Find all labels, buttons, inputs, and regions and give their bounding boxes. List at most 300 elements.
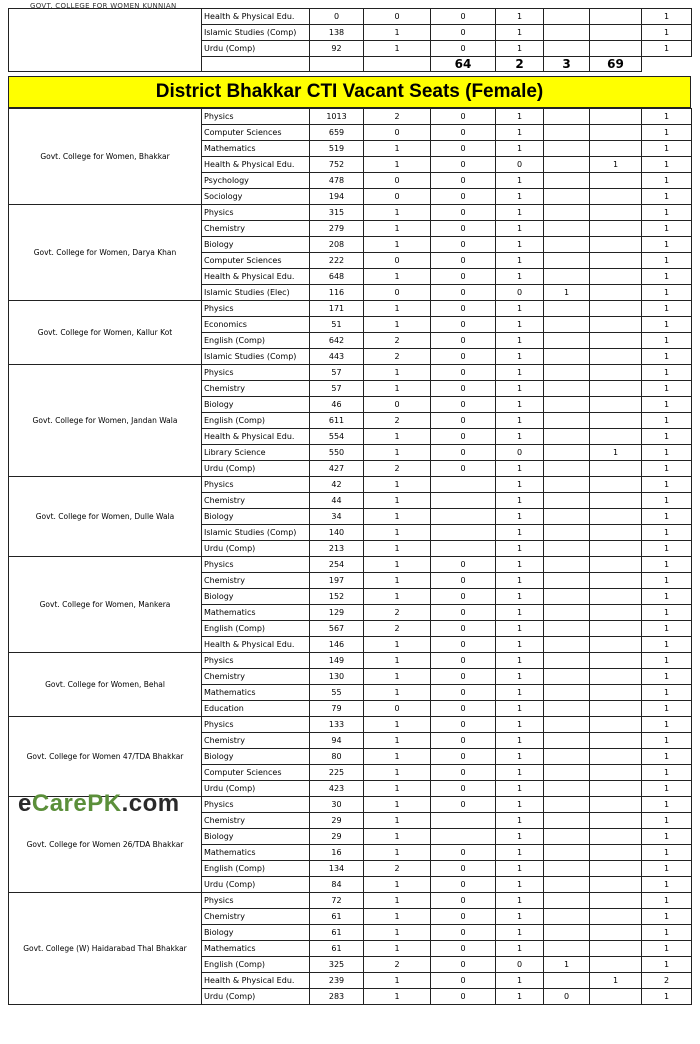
value-cell xyxy=(544,429,590,445)
subject-cell: Mathematics xyxy=(202,141,310,157)
total-value-cell: 3 xyxy=(544,57,590,72)
value-cell: 1 xyxy=(642,381,692,397)
subject-cell: Chemistry xyxy=(202,669,310,685)
value-cell: 2 xyxy=(364,413,431,429)
value-cell: 1 xyxy=(642,781,692,797)
value-cell: 1 xyxy=(496,605,544,621)
value-cell: 1 xyxy=(496,269,544,285)
value-cell: 1 xyxy=(642,141,692,157)
value-cell xyxy=(590,221,642,237)
value-cell xyxy=(431,493,496,509)
vacant-seats-table xyxy=(8,108,692,1005)
value-cell: 1 xyxy=(496,877,544,893)
value-cell: 0 xyxy=(431,205,496,221)
value-cell: 1 xyxy=(642,525,692,541)
value-cell xyxy=(590,893,642,909)
value-cell xyxy=(544,189,590,205)
value-cell: 1 xyxy=(364,733,431,749)
value-cell xyxy=(544,813,590,829)
value-cell: 0 xyxy=(310,9,364,25)
value-cell: 1 xyxy=(642,733,692,749)
value-cell: 1 xyxy=(364,573,431,589)
table-row xyxy=(9,9,692,25)
value-cell xyxy=(590,797,642,813)
subject-cell: Physics xyxy=(202,301,310,317)
college-name-cell: Govt. College for Women 26/TDA Bhakkar xyxy=(9,797,202,893)
college-name-cell: Govt. College for Women 47/TDA Bhakkar xyxy=(9,717,202,797)
value-cell xyxy=(590,541,642,557)
value-cell: 116 xyxy=(310,285,364,301)
value-cell: 61 xyxy=(310,909,364,925)
value-cell: 1 xyxy=(364,989,431,1005)
value-cell: 0 xyxy=(431,125,496,141)
value-cell: 1 xyxy=(496,205,544,221)
value-cell: 1 xyxy=(642,461,692,477)
college-name-cell: Govt. College (W) Haidarabad Thal Bhakkar xyxy=(9,893,202,1005)
value-cell: 1 xyxy=(642,909,692,925)
value-cell: 254 xyxy=(310,557,364,573)
value-cell: 1 xyxy=(364,429,431,445)
value-cell: 1 xyxy=(642,285,692,301)
value-cell: 1 xyxy=(496,717,544,733)
blank-cell xyxy=(364,57,431,72)
value-cell: 1 xyxy=(364,317,431,333)
value-cell xyxy=(590,381,642,397)
value-cell xyxy=(544,445,590,461)
value-cell: 752 xyxy=(310,157,364,173)
value-cell: 315 xyxy=(310,205,364,221)
value-cell xyxy=(590,493,642,509)
value-cell: 84 xyxy=(310,877,364,893)
value-cell: 1 xyxy=(364,509,431,525)
value-cell: 0 xyxy=(431,413,496,429)
value-cell: 1 xyxy=(496,317,544,333)
value-cell: 283 xyxy=(310,989,364,1005)
value-cell: 1 xyxy=(496,573,544,589)
value-cell xyxy=(590,365,642,381)
value-cell: 152 xyxy=(310,589,364,605)
subject-cell: Physics xyxy=(202,893,310,909)
value-cell: 1 xyxy=(364,973,431,989)
value-cell xyxy=(544,333,590,349)
value-cell xyxy=(544,109,590,125)
value-cell: 0 xyxy=(431,973,496,989)
value-cell: 1 xyxy=(496,41,544,57)
value-cell: 208 xyxy=(310,237,364,253)
value-cell xyxy=(590,173,642,189)
subject-cell: Biology xyxy=(202,829,310,845)
value-cell xyxy=(590,701,642,717)
value-cell: 1 xyxy=(496,941,544,957)
value-cell xyxy=(590,41,642,57)
value-cell: 1 xyxy=(642,221,692,237)
value-cell xyxy=(544,413,590,429)
value-cell: 0 xyxy=(431,269,496,285)
value-cell xyxy=(590,733,642,749)
subject-cell: Physics xyxy=(202,797,310,813)
value-cell: 0 xyxy=(431,333,496,349)
value-cell: 1 xyxy=(496,173,544,189)
subject-cell: English (Comp) xyxy=(202,413,310,429)
ecarepk-watermark: eCarePK.com xyxy=(18,790,180,817)
value-cell: 1 xyxy=(496,909,544,925)
value-cell xyxy=(544,589,590,605)
value-cell: 1 xyxy=(642,541,692,557)
subject-cell: Chemistry xyxy=(202,381,310,397)
value-cell: 72 xyxy=(310,893,364,909)
value-cell: 1 xyxy=(496,429,544,445)
value-cell xyxy=(590,829,642,845)
value-cell xyxy=(590,333,642,349)
value-cell: 443 xyxy=(310,349,364,365)
value-cell xyxy=(544,525,590,541)
subject-cell: Chemistry xyxy=(202,909,310,925)
value-cell xyxy=(544,253,590,269)
value-cell: 1 xyxy=(642,749,692,765)
value-cell xyxy=(431,525,496,541)
value-cell: 1 xyxy=(496,765,544,781)
value-cell: 1 xyxy=(496,333,544,349)
value-cell: 149 xyxy=(310,653,364,669)
value-cell xyxy=(544,173,590,189)
value-cell: 0 xyxy=(431,941,496,957)
value-cell: 1 xyxy=(642,445,692,461)
value-cell: 648 xyxy=(310,269,364,285)
value-cell: 140 xyxy=(310,525,364,541)
value-cell xyxy=(544,925,590,941)
value-cell: 1 xyxy=(364,797,431,813)
value-cell: 1 xyxy=(496,9,544,25)
value-cell xyxy=(590,621,642,637)
value-cell: 0 xyxy=(431,25,496,41)
value-cell: 1 xyxy=(642,989,692,1005)
value-cell: 1 xyxy=(496,845,544,861)
value-cell: 0 xyxy=(431,909,496,925)
value-cell: 29 xyxy=(310,829,364,845)
value-cell: 1 xyxy=(496,413,544,429)
value-cell xyxy=(544,365,590,381)
value-cell: 197 xyxy=(310,573,364,589)
value-cell xyxy=(544,653,590,669)
subject-cell: Biology xyxy=(202,397,310,413)
value-cell xyxy=(544,861,590,877)
value-cell: 1 xyxy=(364,141,431,157)
value-cell xyxy=(590,109,642,125)
value-cell xyxy=(544,605,590,621)
subject-cell: Physics xyxy=(202,557,310,573)
value-cell xyxy=(590,605,642,621)
value-cell: 611 xyxy=(310,413,364,429)
value-cell xyxy=(590,429,642,445)
value-cell: 1 xyxy=(364,445,431,461)
value-cell xyxy=(544,893,590,909)
value-cell xyxy=(544,845,590,861)
value-cell: 0 xyxy=(364,125,431,141)
value-cell: 0 xyxy=(364,173,431,189)
college-name-cell xyxy=(9,9,202,72)
value-cell xyxy=(544,349,590,365)
value-cell: 1 xyxy=(496,189,544,205)
value-cell xyxy=(544,141,590,157)
value-cell xyxy=(544,509,590,525)
value-cell: 325 xyxy=(310,957,364,973)
value-cell xyxy=(590,557,642,573)
value-cell xyxy=(590,9,642,25)
value-cell: 0 xyxy=(496,157,544,173)
value-cell xyxy=(590,989,642,1005)
value-cell xyxy=(544,573,590,589)
value-cell xyxy=(590,317,642,333)
value-cell: 0 xyxy=(431,9,496,25)
subject-cell: Chemistry xyxy=(202,733,310,749)
value-cell: 0 xyxy=(431,957,496,973)
subject-cell: Education xyxy=(202,701,310,717)
value-cell xyxy=(544,461,590,477)
value-cell xyxy=(590,349,642,365)
value-cell xyxy=(431,829,496,845)
value-cell xyxy=(544,301,590,317)
value-cell: 1 xyxy=(642,173,692,189)
value-cell xyxy=(544,877,590,893)
value-cell xyxy=(590,941,642,957)
value-cell: 30 xyxy=(310,797,364,813)
value-cell: 1 xyxy=(364,765,431,781)
value-cell: 29 xyxy=(310,813,364,829)
value-cell xyxy=(544,621,590,637)
value-cell: 0 xyxy=(544,989,590,1005)
value-cell: 1 xyxy=(642,349,692,365)
value-cell: 1 xyxy=(496,925,544,941)
value-cell xyxy=(544,317,590,333)
blank-cell xyxy=(202,57,310,72)
value-cell: 94 xyxy=(310,733,364,749)
value-cell: 0 xyxy=(431,141,496,157)
value-cell: 1 xyxy=(496,141,544,157)
value-cell: 1 xyxy=(642,685,692,701)
subject-cell: Mathematics xyxy=(202,845,310,861)
value-cell: 1 xyxy=(496,365,544,381)
value-cell xyxy=(544,701,590,717)
value-cell: 567 xyxy=(310,621,364,637)
subject-cell: Physics xyxy=(202,477,310,493)
value-cell: 2 xyxy=(642,973,692,989)
value-cell xyxy=(590,957,642,973)
value-cell xyxy=(590,573,642,589)
value-cell: 0 xyxy=(431,749,496,765)
value-cell: 1 xyxy=(364,813,431,829)
value-cell: 1 xyxy=(642,365,692,381)
college-name-cell: Govt. College for Women, Darya Khan xyxy=(9,205,202,301)
partial-college-label: GOVT. COLLEGE FOR WOMEN KUNNIAN xyxy=(30,2,177,10)
subject-cell: Urdu (Comp) xyxy=(202,41,310,57)
table-row xyxy=(9,205,692,221)
value-cell: 1 xyxy=(496,989,544,1005)
value-cell: 0 xyxy=(431,557,496,573)
value-cell: 0 xyxy=(364,9,431,25)
value-cell: 1 xyxy=(642,125,692,141)
value-cell: 0 xyxy=(364,701,431,717)
value-cell: 1 xyxy=(642,557,692,573)
value-cell xyxy=(590,413,642,429)
value-cell xyxy=(431,477,496,493)
value-cell: 2 xyxy=(364,621,431,637)
value-cell xyxy=(544,637,590,653)
value-cell: 44 xyxy=(310,493,364,509)
value-cell: 1 xyxy=(496,525,544,541)
value-cell: 1 xyxy=(364,653,431,669)
value-cell: 1 xyxy=(642,845,692,861)
value-cell: 1 xyxy=(642,509,692,525)
value-cell: 80 xyxy=(310,749,364,765)
table-row xyxy=(9,301,692,317)
value-cell: 1 xyxy=(642,861,692,877)
value-cell: 554 xyxy=(310,429,364,445)
total-value-cell: 2 xyxy=(496,57,544,72)
value-cell: 1 xyxy=(364,845,431,861)
subject-cell: Library Science xyxy=(202,445,310,461)
value-cell: 130 xyxy=(310,669,364,685)
value-cell: 1 xyxy=(364,637,431,653)
subject-cell: Psychology xyxy=(202,173,310,189)
value-cell xyxy=(544,669,590,685)
value-cell: 1 xyxy=(364,221,431,237)
value-cell: 0 xyxy=(431,733,496,749)
value-cell: 1 xyxy=(642,9,692,25)
value-cell: 1 xyxy=(496,125,544,141)
value-cell: 1 xyxy=(496,301,544,317)
value-cell: 0 xyxy=(431,925,496,941)
subject-cell: English (Comp) xyxy=(202,333,310,349)
college-name-cell: Govt. College for Women, Behal xyxy=(9,653,202,717)
value-cell: 1 xyxy=(496,493,544,509)
value-cell: 0 xyxy=(431,285,496,301)
value-cell: 213 xyxy=(310,541,364,557)
subject-cell: Biology xyxy=(202,589,310,605)
value-cell: 1 xyxy=(642,493,692,509)
value-cell: 0 xyxy=(364,189,431,205)
subject-cell: Physics xyxy=(202,653,310,669)
value-cell: 1 xyxy=(364,749,431,765)
value-cell: 0 xyxy=(431,221,496,237)
value-cell: 1 xyxy=(642,605,692,621)
value-cell: 1 xyxy=(496,349,544,365)
value-cell: 222 xyxy=(310,253,364,269)
value-cell: 1 xyxy=(364,301,431,317)
subject-cell: Islamic Studies (Comp) xyxy=(202,349,310,365)
subject-cell: Islamic Studies (Comp) xyxy=(202,25,310,41)
value-cell: 0 xyxy=(431,445,496,461)
table-row xyxy=(9,717,692,733)
value-cell: 0 xyxy=(431,109,496,125)
value-cell: 34 xyxy=(310,509,364,525)
value-cell xyxy=(544,125,590,141)
value-cell: 1 xyxy=(496,397,544,413)
value-cell: 1 xyxy=(364,669,431,685)
value-cell: 0 xyxy=(364,285,431,301)
value-cell: 79 xyxy=(310,701,364,717)
subject-cell: Health & Physical Edu. xyxy=(202,157,310,173)
value-cell: 1 xyxy=(642,957,692,973)
subject-cell: Economics xyxy=(202,317,310,333)
value-cell xyxy=(590,877,642,893)
value-cell: 1 xyxy=(642,269,692,285)
value-cell: 0 xyxy=(431,41,496,57)
value-cell: 134 xyxy=(310,861,364,877)
value-cell: 1 xyxy=(642,157,692,173)
value-cell: 0 xyxy=(431,397,496,413)
value-cell: 0 xyxy=(431,173,496,189)
value-cell: 1 xyxy=(642,397,692,413)
value-cell xyxy=(544,749,590,765)
value-cell: 1 xyxy=(364,25,431,41)
subject-cell: Physics xyxy=(202,205,310,221)
value-cell: 1 xyxy=(496,589,544,605)
value-cell xyxy=(544,381,590,397)
college-name-cell: Govt. College for Women, Bhakkar xyxy=(9,109,202,205)
value-cell: 0 xyxy=(496,957,544,973)
value-cell: 146 xyxy=(310,637,364,653)
value-cell xyxy=(544,221,590,237)
subject-cell: Health & Physical Edu. xyxy=(202,637,310,653)
value-cell: 0 xyxy=(431,573,496,589)
value-cell xyxy=(431,541,496,557)
value-cell xyxy=(544,25,590,41)
value-cell xyxy=(590,813,642,829)
value-cell: 1 xyxy=(496,461,544,477)
value-cell xyxy=(590,205,642,221)
value-cell xyxy=(544,685,590,701)
value-cell: 0 xyxy=(431,237,496,253)
subject-cell: Mathematics xyxy=(202,941,310,957)
value-cell: 0 xyxy=(431,797,496,813)
value-cell: 1 xyxy=(496,861,544,877)
value-cell: 1 xyxy=(364,941,431,957)
subject-cell: Physics xyxy=(202,109,310,125)
subject-cell: English (Comp) xyxy=(202,861,310,877)
value-cell: 138 xyxy=(310,25,364,41)
value-cell: 1 xyxy=(642,877,692,893)
value-cell: 1 xyxy=(496,541,544,557)
value-cell xyxy=(544,557,590,573)
value-cell: 1 xyxy=(364,685,431,701)
subject-cell: Mathematics xyxy=(202,605,310,621)
value-cell: 1 xyxy=(496,973,544,989)
value-cell: 1 xyxy=(364,477,431,493)
value-cell xyxy=(590,237,642,253)
table-row xyxy=(9,893,692,909)
value-cell xyxy=(590,141,642,157)
value-cell: 1 xyxy=(496,557,544,573)
value-cell: 1 xyxy=(496,509,544,525)
value-cell: 1 xyxy=(364,781,431,797)
value-cell: 1 xyxy=(364,541,431,557)
value-cell xyxy=(544,205,590,221)
value-cell xyxy=(590,717,642,733)
subject-cell: Health & Physical Edu. xyxy=(202,429,310,445)
value-cell: 0 xyxy=(431,717,496,733)
value-cell: 1 xyxy=(642,429,692,445)
value-cell: 1 xyxy=(496,797,544,813)
table-row xyxy=(9,109,692,125)
value-cell: 0 xyxy=(431,317,496,333)
value-cell: 1 xyxy=(364,925,431,941)
value-cell: 57 xyxy=(310,365,364,381)
value-cell: 0 xyxy=(431,669,496,685)
value-cell xyxy=(544,797,590,813)
value-cell: 1 xyxy=(590,157,642,173)
value-cell: 1 xyxy=(496,685,544,701)
value-cell: 0 xyxy=(364,397,431,413)
